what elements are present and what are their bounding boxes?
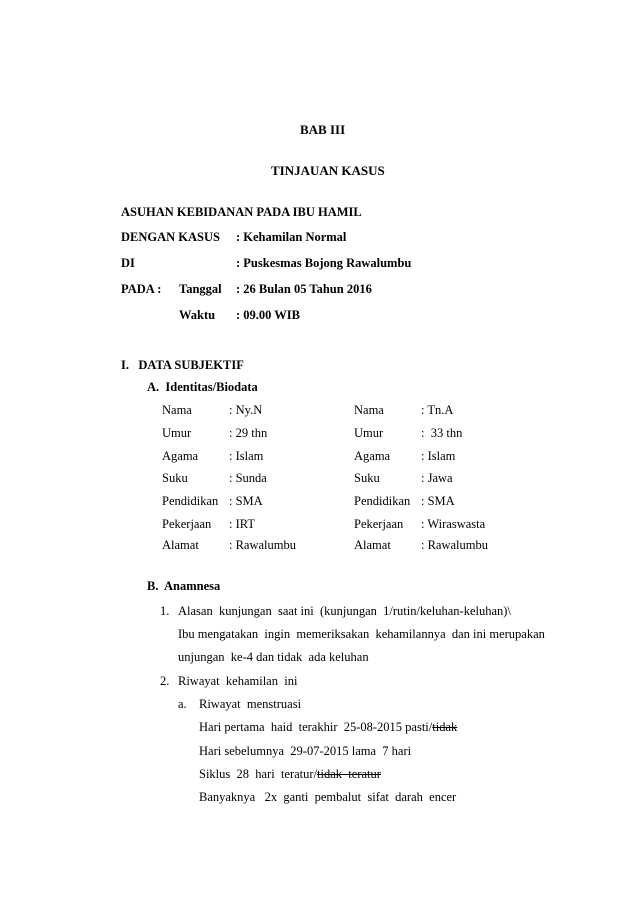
section-i-title: I. DATA SUBJEKTIF: [121, 358, 244, 372]
biodata-label-left: Nama: [162, 403, 192, 417]
biodata-label-left: Pekerjaan: [162, 517, 212, 531]
biodata-value-left: : Islam: [229, 449, 264, 463]
biodata-label-right: Pendidikan: [354, 494, 411, 508]
biodata-value-left: : Sunda: [229, 471, 267, 485]
section-b-title: B. Anamnesa: [147, 579, 221, 593]
item-1-body-line-1: Ibu mengatakan ingin memeriksakan kehamilannya dan ini merupakan: [178, 627, 545, 641]
case-label: DENGAN KASUS: [121, 230, 220, 244]
biodata-label-right: Nama: [354, 403, 384, 417]
item-2-number: 2.: [160, 674, 170, 688]
cycle-text: Siklus 28 hari teratur/: [199, 767, 318, 781]
biodata-label-right: Alamat: [354, 538, 391, 552]
menstruation-amount-line: Banyaknya 2x ganti pembalut sifat darah encer: [199, 790, 457, 804]
biodata-label-left: Suku: [162, 471, 188, 485]
menstruation-hpht-line: [199, 721, 457, 734]
biodata-value-left: : Rawalumbu: [229, 538, 297, 552]
case-value: : Kehamilan Normal: [236, 230, 347, 244]
item-1-body-line-2: unjungan ke-4 dan tidak ada keluhan: [178, 650, 369, 664]
biodata-value-left: : 29 thn: [229, 426, 268, 440]
biodata-value-right: : Tn.A: [421, 403, 454, 417]
date-value: : 26 Bulan 05 Tahun 2016: [236, 282, 372, 296]
biodata-value-right: : Jawa: [421, 471, 453, 485]
biodata-value-right: : Rawalumbu: [421, 538, 489, 552]
menstruation-cycle-line: [199, 768, 381, 781]
item-1-number: 1.: [160, 604, 170, 618]
time-value: : 09.00 WIB: [236, 308, 301, 322]
biodata-label-left: Agama: [162, 449, 199, 463]
chapter-title: TINJAUAN KASUS: [271, 163, 385, 178]
biodata-label-left: Umur: [162, 426, 192, 440]
menstruation-previous-line: Hari sebelumnya 29-07-2015 lama 7 hari: [199, 744, 412, 758]
biodata-value-left: : SMA: [229, 494, 263, 508]
sub-a-text: Riwayat menstruasi: [199, 697, 302, 711]
care-title: ASUHAN KEBIDANAN PADA IBU HAMIL: [121, 205, 362, 219]
biodata-value-right: : Wiraswasta: [421, 517, 486, 531]
item-2-text: Riwayat kehamilan ini: [178, 674, 298, 688]
location-value: : Puskesmas Bojong Rawalumbu: [236, 256, 412, 270]
biodata-value-right: : 33 thn: [421, 426, 463, 440]
location-label: DI: [121, 256, 135, 270]
section-a-title: A. Identitas/Biodata: [147, 380, 258, 394]
biodata-value-right: : SMA: [421, 494, 455, 508]
item-1-text: Alasan kunjungan saat ini (kunjungan 1/rutin/keluhan-keluhan)\: [178, 604, 511, 618]
date-label: Tanggal: [179, 282, 222, 296]
biodata-label-left: Pendidikan: [162, 494, 219, 508]
biodata-value-left: : IRT: [229, 517, 255, 531]
biodata-label-right: Suku: [354, 471, 380, 485]
sub-a-letter: a.: [178, 697, 187, 711]
biodata-label-right: Pekerjaan: [354, 517, 404, 531]
biodata-label-right: Umur: [354, 426, 384, 440]
biodata-value-right: : Islam: [421, 449, 456, 463]
biodata-value-left: : Ny.N: [229, 403, 263, 417]
chapter-heading: BAB III: [300, 122, 346, 137]
date-prefix: PADA :: [121, 282, 162, 296]
hpht-text: Hari pertama haid terakhir 25-08-2015 pasti/: [199, 720, 433, 734]
cycle-struck-text: tidak teratur: [317, 767, 381, 781]
biodata-label-right: Agama: [354, 449, 391, 463]
hpht-struck-text: tidak: [432, 720, 458, 734]
time-label: Waktu: [179, 308, 216, 322]
biodata-label-left: Alamat: [162, 538, 199, 552]
